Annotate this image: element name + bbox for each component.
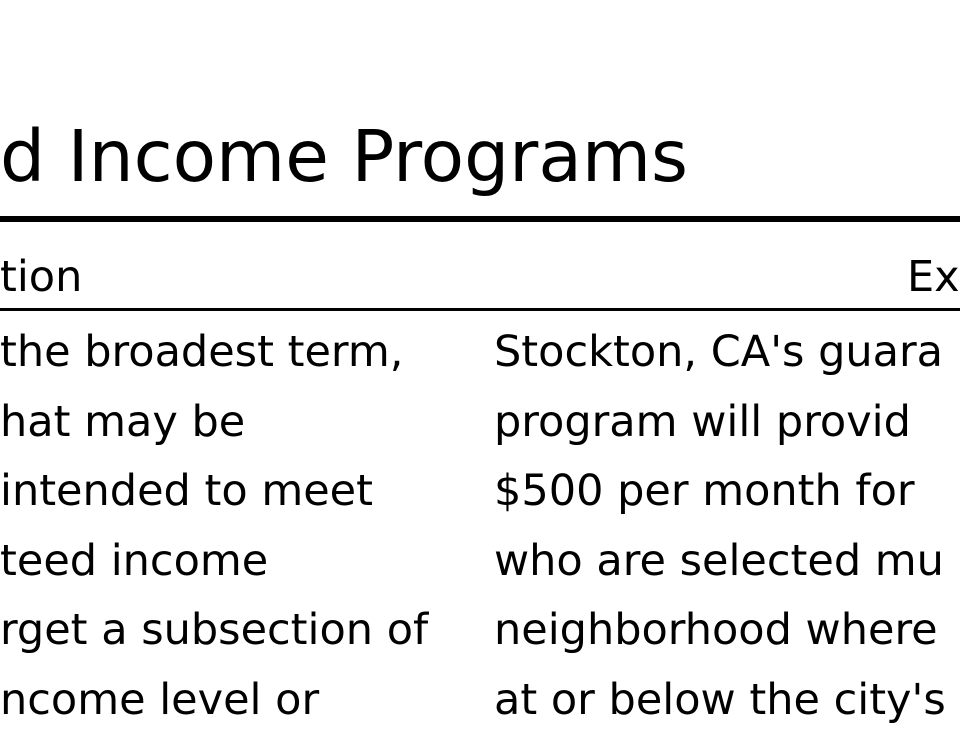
table-cell-line: intended to meet <box>0 466 373 516</box>
title-divider <box>0 216 960 222</box>
table-cell-line: hat may be <box>0 396 246 447</box>
table-cell-line: Stockton, CA's guara <box>494 327 944 377</box>
table-cell-line: program will provid <box>494 396 911 447</box>
table-header-definition: tion <box>0 252 83 302</box>
table-cell-line: who are selected mu <box>494 535 944 586</box>
example-column <box>494 318 946 735</box>
page-title: d Income Programs <box>0 115 689 198</box>
definition-column <box>0 318 428 735</box>
table-cell-line: $500 per month for <box>494 466 915 516</box>
table-header-example: Ex <box>907 252 960 302</box>
table-cell-line: neighborhood where <box>494 605 938 655</box>
table-cell-line: rget a subsection of <box>0 605 429 655</box>
table-cell-line: teed income <box>0 535 269 586</box>
header-divider <box>0 308 960 311</box>
table-cell-line: ncome level or <box>0 674 320 725</box>
table-cell-line: at or below the city's <box>494 674 946 725</box>
table-cell-line: the broadest term, <box>0 327 404 377</box>
